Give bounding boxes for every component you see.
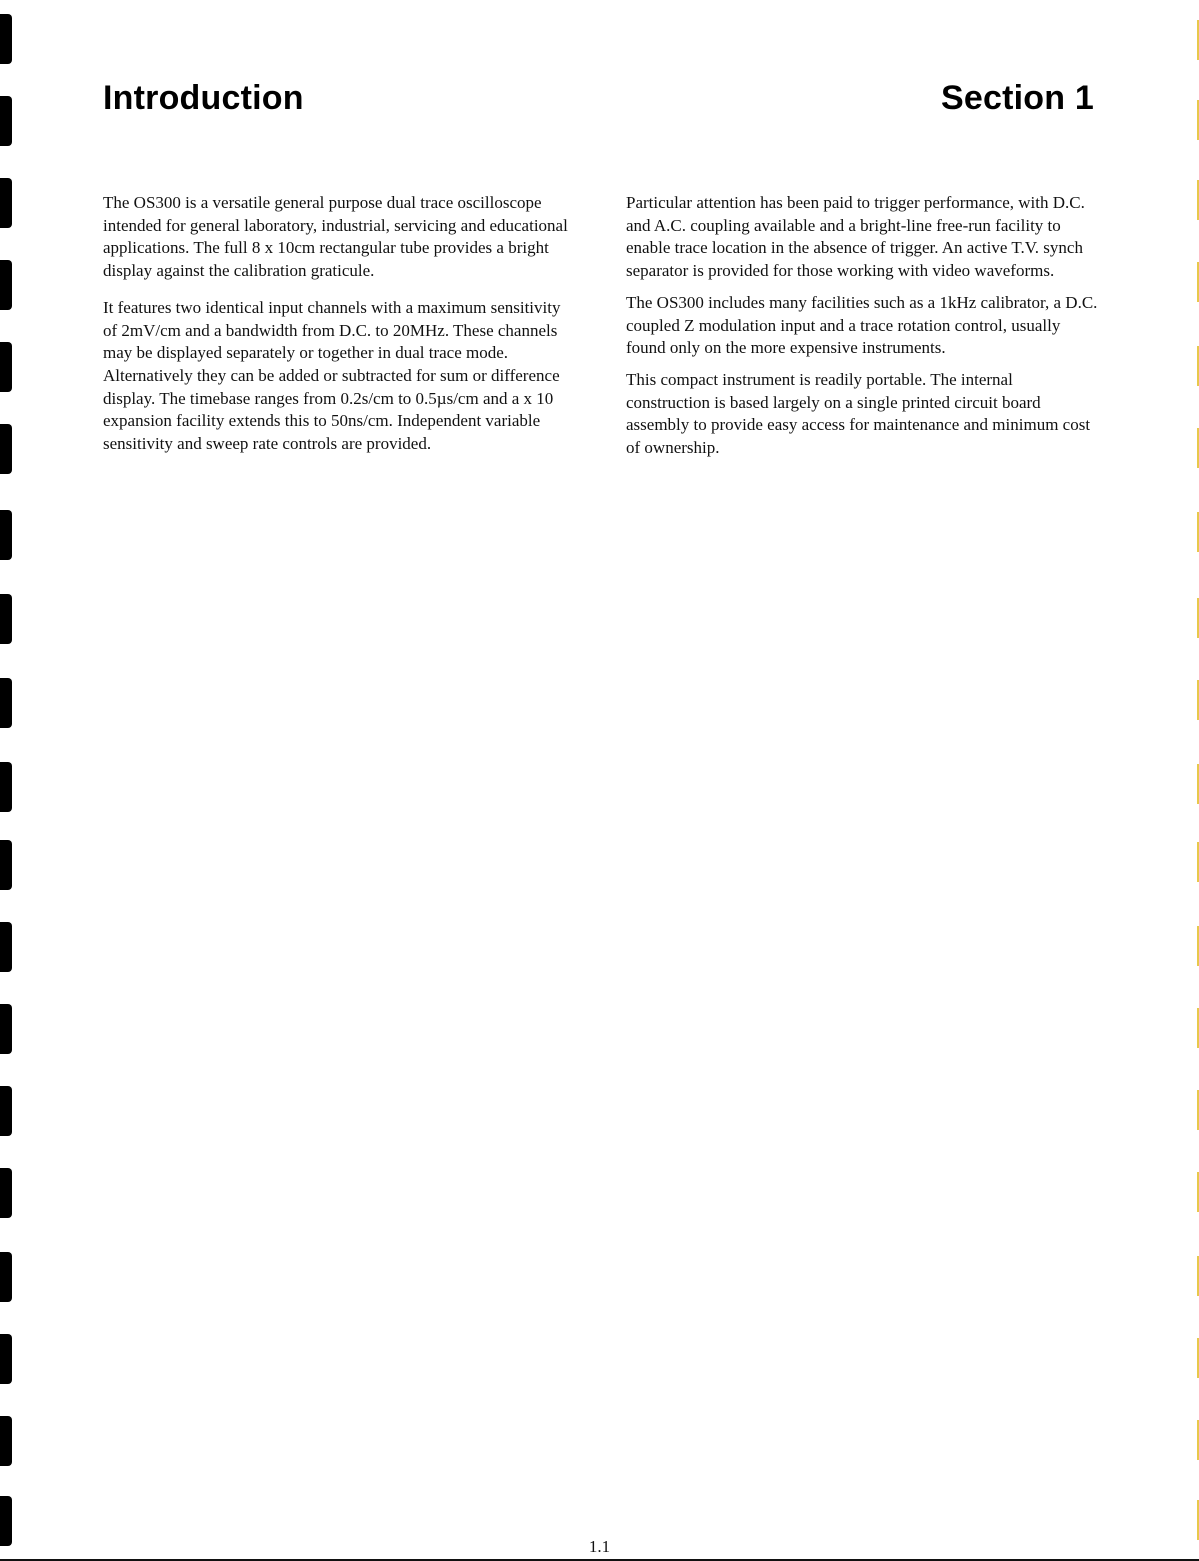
left-column: [103, 192, 573, 465]
binding-hole: [0, 1168, 12, 1218]
page-number: 1.1: [588, 1537, 611, 1556]
right-column: [626, 192, 1101, 469]
binding-hole: [0, 510, 12, 560]
binding-hole: [0, 762, 12, 812]
binding-hole: [0, 1334, 12, 1384]
binding-hole: [0, 1086, 12, 1136]
binding-hole: [0, 14, 12, 64]
binding-hole: [0, 178, 12, 228]
binding-hole: [0, 678, 12, 728]
binding-hole: [0, 96, 12, 146]
binding-hole: [0, 594, 12, 644]
page-title: Introduction: [103, 79, 304, 117]
binding-hole: [0, 342, 12, 392]
paragraph: The OS300 includes many facilities such as a 1kHz calibrator, a D.C. coupled Z modulation input and a trace rotation control, usually found only on the more expensive instruments.: [626, 292, 1098, 358]
binding-hole: [0, 1004, 12, 1054]
paragraph: The OS300 is a versatile general purpose dual trace oscilloscope intended for general laboratory, industrial, servicing and educational applications. The full 8 x 10cm rectangular tube provides a bright display against the calibration graticule.: [103, 193, 568, 281]
binding-hole: [0, 922, 12, 972]
binding-holes: [0, 0, 14, 1561]
paragraph: It features two identical input channels with a maximum sensitivity of 2mV/cm and a bandwidth from D.C. to 20MHz. These channels may be displayed separately or together in dual trace mode. Alternatively they can be added or subtracted for sum or difference display. The timebase ranges from 0.2s/cm to 0.5µs/cm and a x 10 expansion facility extends this to 50ns/cm. Independent variable sensitivity and sweep rate controls are provided.: [103, 297, 561, 454]
binding-hole: [0, 1252, 12, 1302]
paragraph: Particular attention has been paid to trigger performance, with D.C. and A.C. coupling available and a bright-line free-run facility to enable trace location in the absence of trigger. An active T.V. synch separator is provided for those working with video waveforms.: [626, 193, 1085, 281]
paragraph: This compact instrument is readily portable. The internal construction is based largely on a single printed circuit board assembly to provide easy access for maintenance and minimum cost of ownership.: [626, 369, 1091, 458]
binding-hole: [0, 840, 12, 890]
binding-hole: [0, 424, 12, 474]
binding-hole: [0, 1416, 12, 1466]
binding-hole: [0, 260, 12, 310]
section-label: Section 1: [941, 79, 1094, 117]
